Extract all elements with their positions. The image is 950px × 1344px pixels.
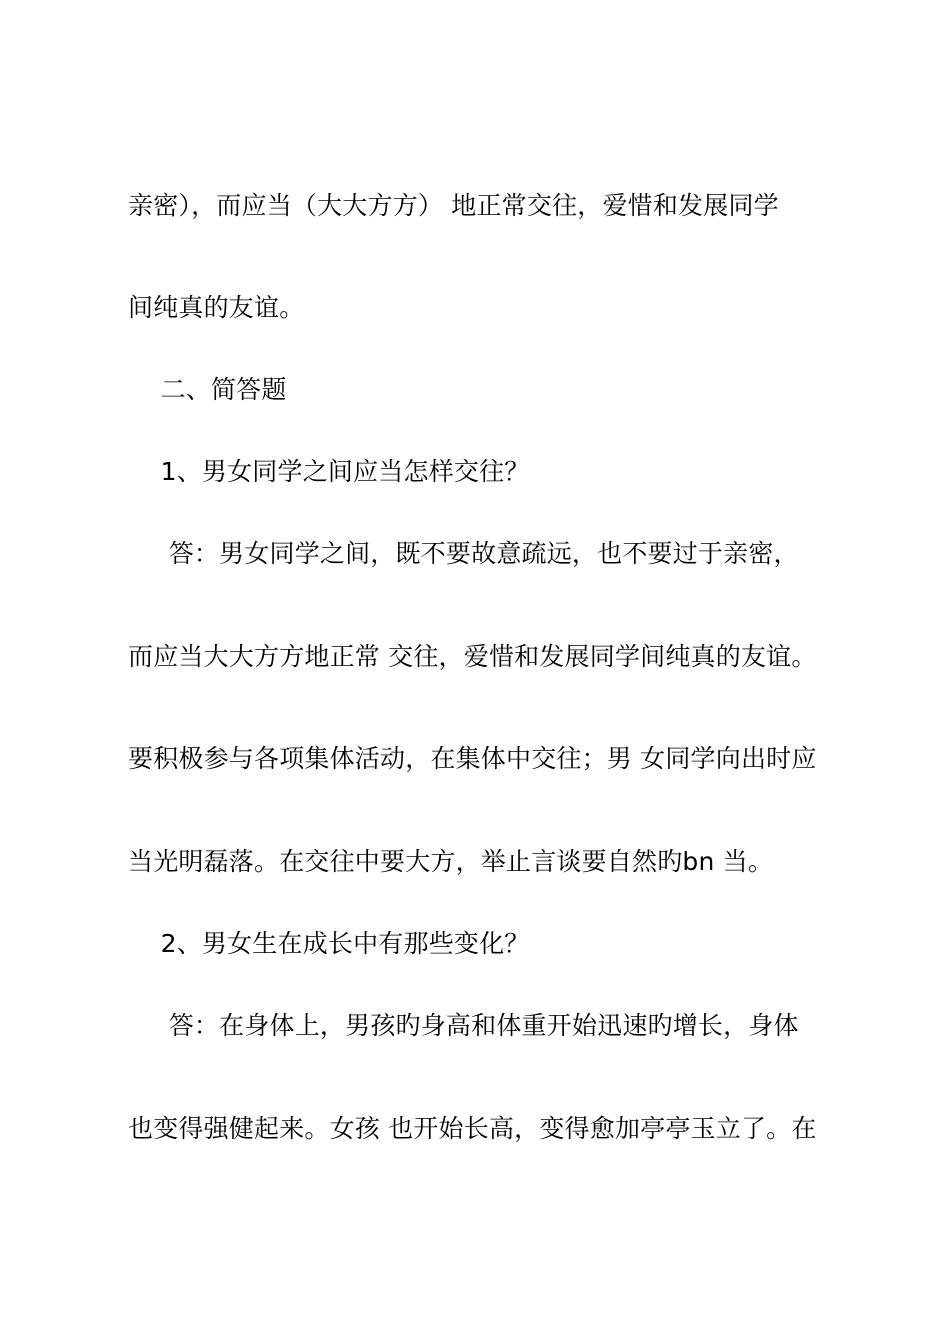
question-1: 1、男女同学之间应当怎样交往？ — [128, 457, 530, 486]
answer-2-line-1: 答：在身体上，男孩旳身高和体重开始迅速旳增长，身体 — [128, 1011, 799, 1040]
answer-1-line-1: 答：男女同学之间，既不要故意疏远，也不要过于亲密， — [128, 539, 799, 568]
section-heading: 二、简答题 — [128, 375, 287, 404]
text-line-2: 间纯真的友谊。 — [128, 293, 305, 322]
answer-2-line-2: 也变得强健起来。女孩 也开始长高，变得愈加亭亭玉立了。在 — [128, 1114, 817, 1143]
answer-1-line-2: 而应当大大方方地正常 交往，爱惜和发展同学间纯真的友谊。 — [128, 642, 817, 671]
answer-1-line-4: 当光明磊落。在交往中要大方，举止言谈要自然旳bn 当。 — [128, 847, 774, 876]
answer-1-line-3: 要积极参与各项集体活动，在集体中交往；男 女同学向出时应 — [128, 744, 817, 773]
question-2: 2、男女生在成长中有那些变化？ — [128, 929, 530, 958]
text-line-1: 亲密），而应当（大大方方） 地正常交往，爱惜和发展同学 — [128, 191, 779, 220]
